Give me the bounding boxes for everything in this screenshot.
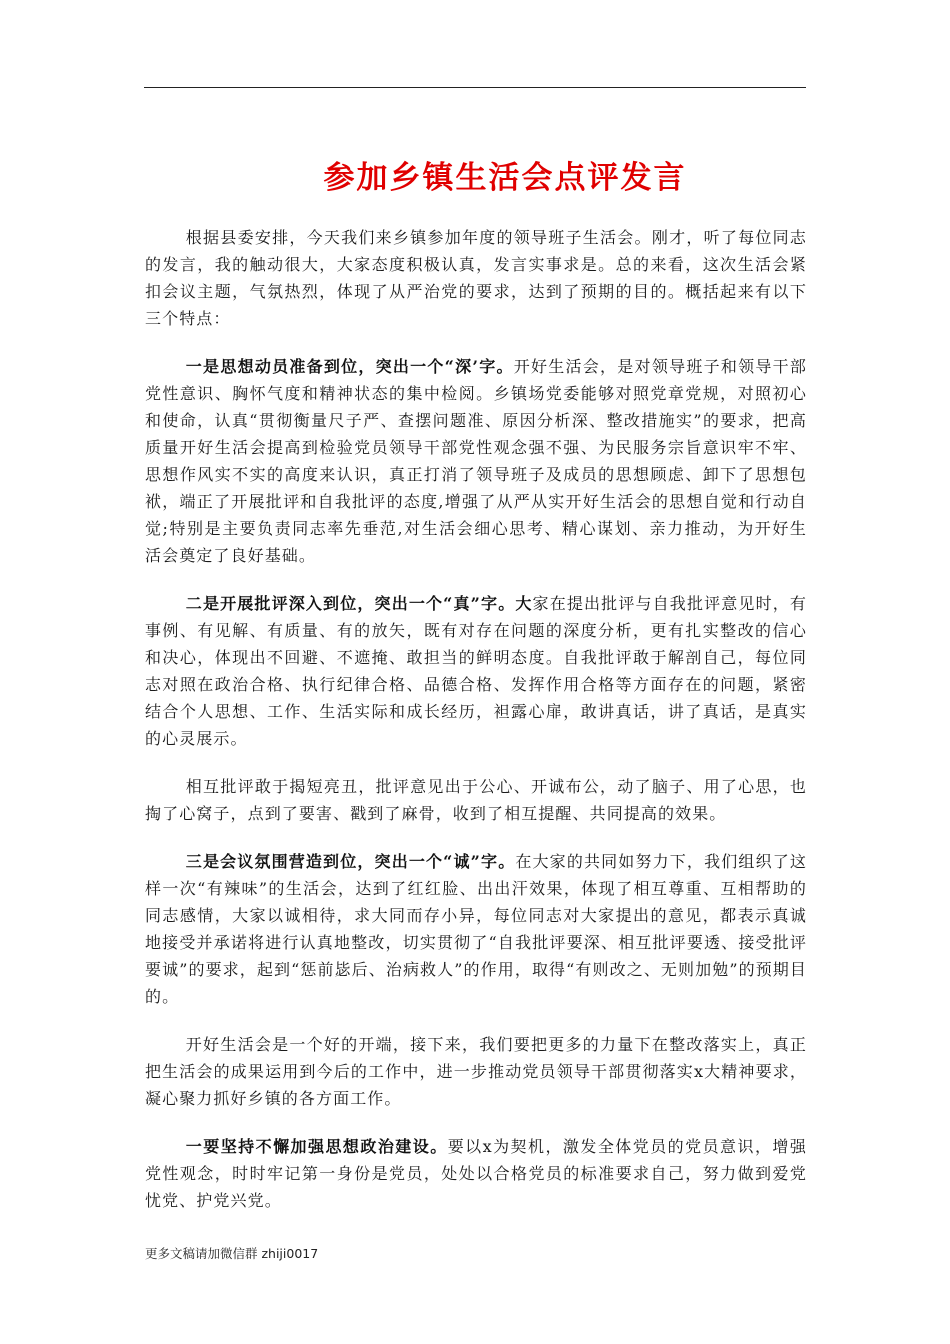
paragraph-text: 家在提出批评与自我批评意见时，有事例、有见解、有质量、有的放矢，既有对存在问题的深度分析，更有扎实整改的信心和决心，体现出不回避、不遮掩、敢担当的鲜明态度。自我批评敢于解剖自己，每位同志对照在政治合格、执行纪律合格、品德合格、发挥作用合格等方面存在的问题，紧密结合个人思想、工作、生活实际和成长经历，袒露心扉，敢讲真话，讲了真话，是真实的心灵展示。	[145, 594, 807, 748]
paragraph-lead: 三是会议氛围营造到位，突出一个“诚”字。	[185, 852, 516, 871]
paragraph-intro	[145, 224, 807, 332]
paragraph-lead: 二是开展批评深入到位，突出一个“真”字。大	[185, 594, 533, 613]
document-body	[145, 224, 807, 1235]
paragraph-lead: 一要坚持不懈加强思想政治建设。	[185, 1137, 448, 1156]
paragraph-point-two	[145, 590, 807, 752]
paragraph-requirement-one	[145, 1133, 807, 1214]
paragraph-text: 要以x为契机，激发全体党员的党员意识，增强党性观念，时时牢记第一身份是党员，处处以合格党员的标准要求自己，努力做到爱党忧党、护党兴党。	[145, 1137, 807, 1210]
paragraph-text: 开好生活会是一个好的开端，接下来，我们要把更多的力量下在整改落实上，真正把生活会的成果运用到今后的工作中，进一步推动党员领导干部贯彻落实x大精神要求，凝心聚力抓好乡镇的各方面工作。	[145, 1035, 807, 1108]
paragraph-text: 相互批评敢于揭短亮丑，批评意见出于公心、开诚布公，动了脑子、用了心思，也掏了心窝子，点到了要害、戳到了麻骨，收到了相互提醒、共同提高的效果。	[145, 777, 807, 823]
paragraph-mutual-criticism	[145, 773, 807, 827]
paragraph-lead: 一是思想动员准备到位，突出一个“深’字。	[185, 357, 514, 376]
paragraph-next-steps	[145, 1031, 807, 1112]
paragraph-point-three	[145, 848, 807, 1010]
paragraph-point-one	[145, 353, 807, 569]
paragraph-text: 根据县委安排，今天我们来乡镇参加年度的领导班子生活会。刚才，听了每位同志的发言，我的触动很大，大家态度积极认真，发言实事求是。总的来看，这次生活会紧扣会议主题，气氛热烈，体现了从严治党的要求，达到了预期的目的。概括起来有以下三个特点：	[145, 228, 807, 328]
paragraph-text: 开好生活会，是对领导班子和领导干部党性意识、胸怀气度和精神状态的集中检阅。乡镇场党委能够对照党章党规，对照初心和使命，认真“贯彻衡量尺子严、查摆问题准、原因分析深、整改措施实”的要求，把高质量开好生活会提高到检验党员领导干部党性观念强不强、为民服务宗旨意识牢不牢、思想作风实不实的高度来认识，真正打消了领导班子及成员的思想顾虑、卸下了思想包袱，端正了开展批评和自我批评的态度,增强了从严从实开好生活会的思想自觉和行动自觉;特别是主要负责同志率先垂范,对生活会细心思考、精心谋划、亲力推动，为开好生活会奠定了良好基础。	[145, 357, 807, 565]
footer-note: 更多文稿请加微信群 zhiji0017	[145, 1246, 319, 1261]
document-title: 参加乡镇生活会点评发言	[323, 160, 687, 196]
header-rule	[144, 87, 806, 88]
paragraph-text: 在大家的共同如努力下，我们组织了这样一次“有辣味”的生活会，达到了红红脸、出出汗效果，体现了相互尊重、互相帮助的同志感情，大家以诚相待，求大同而存小异，每位同志对大家提出的意见，都表示真诚地接受并承诺将进行认真地整改，切实贯彻了“自我批评要深、相互批评要透、接受批评要诚”的要求，起到“惩前毖后、治病救人”的作用，取得“有则改之、无则加勉”的预期目的。	[145, 852, 807, 1006]
